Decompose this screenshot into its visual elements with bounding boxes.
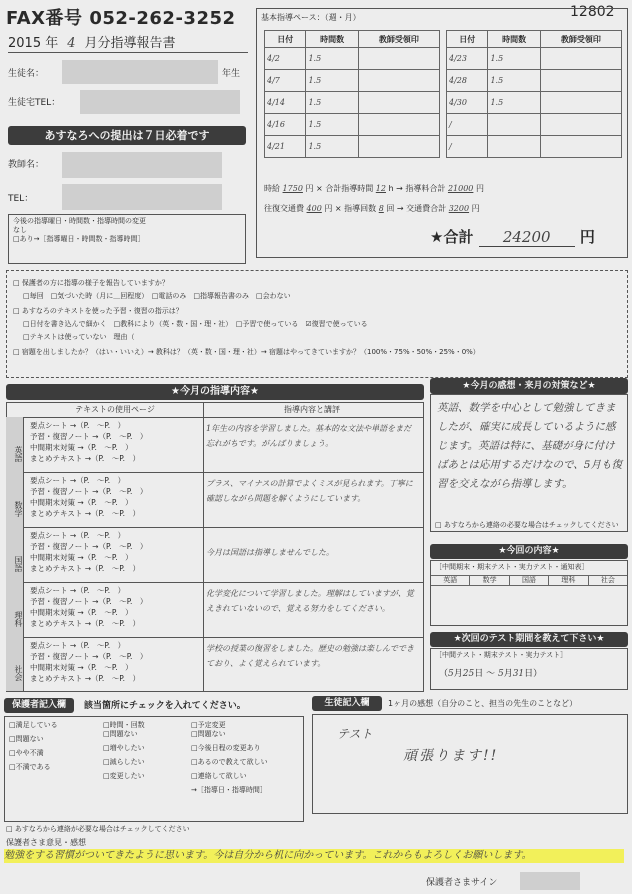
divider [8, 52, 248, 53]
student-box [312, 714, 628, 814]
student-text-1: テスト [337, 727, 373, 741]
grand-total-value: 24200 [479, 228, 575, 247]
schedule-hours: 1.5 [306, 114, 358, 136]
col-comment: 指導内容と講評 [284, 405, 340, 414]
subject-row-japanese [6, 527, 424, 583]
subject-comment: 今月は国語は指導しませんでした。 [206, 548, 334, 557]
schedule-change-line1: 今後の指導曜日・時間数・指導時間の変更 [13, 217, 146, 225]
text-usage-list: 要点シート →（P. 〜P. ） 予習・復習ノート →（P. 〜P. ） 中間期末対策 →（P. 〜P. ） まとめテキスト →（P. 〜P. ） [30, 421, 148, 463]
guardian-col1: □満足している □問題ない □やや不満 □不満である [9, 721, 58, 771]
schedule-hours: 1.5 [306, 48, 358, 70]
fax-number: 052-262-3252 [89, 8, 236, 29]
col-text-pages: テキストの使用ページ [75, 405, 155, 414]
redacted-student-tel [80, 90, 240, 114]
test-from-month: 5 [448, 669, 454, 679]
schedule-change-box [8, 214, 246, 264]
schedule-date: 4/28 [447, 70, 488, 92]
wage-value: 1750 [282, 184, 303, 193]
next-col-japanese: 国語 [510, 576, 549, 585]
text-usage-list: 要点シート →（P. 〜P. ） 予習・復習ノート →（P. 〜P. ） 中間期末対策 →（P. 〜P. ） まとめテキスト →（P. 〜P. ） [30, 586, 148, 628]
fax-label: FAX番号 [6, 8, 83, 29]
subject-comment: 学校の授業の復習をしました。歴史の勉強は楽しんでできており、よく覚えられています。 [206, 644, 414, 668]
student-prompt: 1ヶ月の感想（自分のこと、担当の先生のことなど） [388, 699, 578, 708]
notice-banner: あすなろへの提出は７日必着です [8, 126, 246, 145]
survey-q2-options: □日付を書き込んで細かく □教科により（英・数・国・理・社） □予習で使っている ☑復習で使っている [23, 320, 368, 328]
grand-total-label: ★合計 [430, 228, 474, 246]
student-tel-label: 生徒宅TEL： [8, 98, 61, 108]
guardian-check-note: □ あすなろから連絡が必要な場合はチェックしてください [6, 825, 190, 833]
guardian-title: 保護者記入欄 [4, 698, 74, 713]
fee-total: 21000 [447, 184, 474, 193]
subject-comment: プラス、マイナスの計算でよくミスが見られます。丁寧に確認しながら問題を解くようにしています。 [206, 479, 413, 503]
test-to-month: 5 [497, 669, 504, 679]
year-unit: 年 [45, 36, 59, 51]
guardian-box [4, 716, 304, 822]
redacted-signature [520, 872, 580, 890]
schedule-date: 4/23 [447, 48, 488, 70]
impressions-text: 英語、数学を中心として勉強してきましたが、確実に成長しているように感じます。英語は特に、基礎が身に付けばあとは応用するだけなので、5月も復習を交えながら指導します。 [437, 402, 622, 490]
col-stamp: 教師受領印 [358, 31, 439, 48]
subject-comment: 化学変化について学習しました。理解はしていますが、覚えきれていないので、覚える努力をしてください。 [206, 589, 414, 613]
report-title-line [8, 32, 176, 51]
col-date: 日付 [447, 31, 488, 48]
signature-label: 保護者さまサイン [426, 878, 498, 888]
next-test-sub: ［中間テスト・期末テスト・実力テスト］ [435, 651, 568, 659]
schedule-hours [488, 136, 540, 158]
guardian-opinion-label: 保護者さま意見・感想 [6, 838, 86, 847]
impressions-title: ★今月の感想・来月の対策など★ [430, 378, 628, 394]
schedule-table-right [446, 30, 622, 158]
subject-label: 社会 [6, 637, 24, 691]
schedule-hours: 1.5 [488, 92, 540, 114]
schedule-table-left [264, 30, 440, 158]
subject-rows [6, 417, 424, 691]
text-usage-list: 要点シート →（P. 〜P. ） 予習・復習ノート →（P. 〜P. ） 中間期末対策 →（P. 〜P. ） まとめテキスト →（P. 〜P. ） [30, 476, 148, 518]
subject-label: 理科 [6, 582, 24, 637]
next-content-sub: ［中間期末・期末テスト・実力テスト・通知表］ [435, 563, 589, 571]
subject-comment: 1年生の内容を学習しました。基本的な文法や単語をまだ忘れがちです。がんばりましょう。 [206, 424, 412, 448]
next-test-dates: （5月25日 〜 5月31日） [439, 669, 543, 679]
next-col-social: 社会 [600, 576, 615, 584]
subject-label: 英語 [6, 417, 24, 472]
guardian-col2: □時間・回数 □問題ない □増やしたい □減らしたい □変更したい [103, 721, 145, 780]
schedule-change-line3: □あり→［指導曜日・時間数・指導時間］ [13, 235, 145, 243]
schedule-hours: 1.5 [488, 70, 540, 92]
schedule-date: 4/16 [265, 114, 306, 136]
student-title: 生徒記入欄 [312, 696, 382, 711]
schedule-hours: 1.5 [488, 48, 540, 70]
schedule-date: 4/30 [447, 92, 488, 114]
col-hours: 時間数 [488, 31, 540, 48]
schedule-hours: 1.5 [306, 92, 358, 114]
guardian-opinion-text: 勉強をする習慣がついてきたように思います。今は自分から机に向かっています。これからもよろしくお願いします。 [4, 849, 624, 863]
schedule-date: 4/14 [265, 92, 306, 114]
transport-line: 往復交通費 400 円 × 指導回数 8 回 → 交通費合計 3200 円 [264, 204, 480, 213]
transport-value: 400 [306, 204, 322, 213]
grade-suffix: 年生 [222, 69, 241, 79]
transport-total: 3200 [448, 204, 470, 213]
next-content-columns [431, 575, 627, 586]
survey-box [6, 270, 628, 378]
guardian-instruction: 該当箇所にチェックを入れてください。 [84, 701, 246, 711]
schedule-date: 4/21 [265, 136, 306, 158]
test-from-day: 25 [462, 669, 475, 679]
survey-q1-options: □毎回 □気づいた時（月に＿回程度） □電話のみ □指導報告書のみ □会わない [23, 292, 291, 300]
student-text-2: 頑張ります!! [403, 748, 499, 764]
text-usage-list: 要点シート →（P. 〜P. ） 予習・復習ノート →（P. 〜P. ） 中間期末対策 →（P. 〜P. ） まとめテキスト →（P. 〜P. ） [30, 641, 148, 683]
survey-q1: □ 保護者の方に指導の様子を報告していますか？ [13, 279, 169, 287]
report-title: 月分指導報告書 [84, 36, 176, 51]
subject-label: 数学 [6, 472, 24, 527]
col-date: 日付 [265, 31, 306, 48]
next-col-english: 英語 [431, 576, 470, 585]
schedule-date: 4/2 [265, 48, 306, 70]
subject-row-math [6, 472, 424, 528]
grand-total-line: ★合計 24200 円 [430, 228, 595, 246]
content-section-title: ★今月の指導内容★ [6, 384, 424, 400]
total-hours: 12 [375, 184, 386, 193]
test-to-day: 31 [512, 669, 525, 679]
next-col-science: 理科 [549, 576, 588, 585]
text-usage-list: 要点シート →（P. 〜P. ） 予習・復習ノート →（P. 〜P. ） 中間期末対策 →（P. 〜P. ） まとめテキスト →（P. 〜P. ） [30, 531, 148, 573]
redacted-teacher-name [62, 152, 222, 178]
student-name-label: 生徒名： [8, 69, 45, 79]
col-hours: 時間数 [306, 31, 358, 48]
impressions-check: □ あすなろから連絡の必要な場合はチェックしてください [435, 521, 619, 529]
redacted-student-name [62, 60, 218, 84]
fax-line [6, 4, 236, 30]
schedule-hours: 1.5 [306, 70, 358, 92]
tel-label: TEL： [8, 194, 34, 204]
survey-q3: □テキストは使っていない 理由（ [23, 333, 135, 341]
survey-q2: □ あすなろのテキストを使った予習・復習の指示は？ [13, 307, 183, 315]
next-content-title: ★今回の内容★ [430, 544, 628, 559]
month: 4 [67, 36, 76, 51]
visit-count: 8 [378, 204, 384, 213]
next-test-box [430, 648, 628, 690]
schedule-change-line2: なし [13, 226, 27, 234]
schedule-hours [488, 114, 540, 136]
next-col-math: 数学 [470, 576, 509, 585]
subject-row-social [6, 637, 424, 691]
subject-row-science [6, 582, 424, 638]
schedule-date: 4/7 [265, 70, 306, 92]
redacted-teacher-tel [62, 184, 222, 210]
col-stamp: 教師受領印 [540, 31, 621, 48]
guardian-col3: □予定変更 □問題ない □今後日程の変更あり □あるので教えて欲しい □連絡して欲しい →［指導日・指導時間］ [191, 721, 268, 794]
teacher-name-label: 教師名： [8, 160, 45, 170]
next-test-title: ★次回のテスト期間を教えて下さい★ [430, 632, 628, 647]
doc-id: 12802 [570, 4, 615, 20]
schedule-date: / [447, 114, 488, 136]
year: 2015 [8, 36, 42, 51]
base-schedule-title: 基本指導ペース：（週・月） [261, 13, 361, 22]
schedule-date: / [447, 136, 488, 158]
next-content-box [430, 560, 628, 626]
subject-row-english [6, 417, 424, 473]
survey-q4: □ 宿題を出しましたか？（はい・いいえ）→ 教科は？（英・数・国・理・社）→ 宿題はやってきていますか？（100%・75%・50%・25%・0%） [13, 348, 480, 356]
subject-label: 国語 [6, 527, 24, 582]
wage-line: 時給 1750 円 × 合計指導時間 12 h → 指導料合計 21000 円 [264, 184, 484, 193]
impressions-box [430, 394, 628, 532]
schedule-hours: 1.5 [306, 136, 358, 158]
